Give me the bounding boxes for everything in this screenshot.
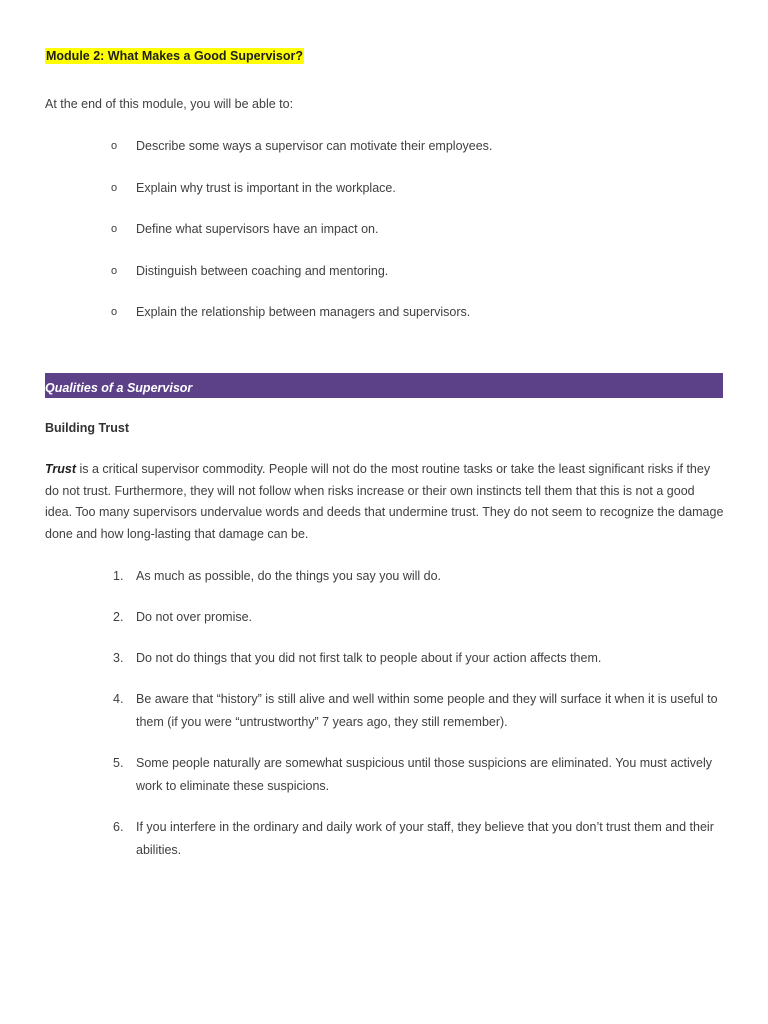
list-item-text: If you interfere in the ordinary and daily work of your staff, they believe that you don’t trust them and their abilities. [136,820,714,857]
subsection-title: Building Trust [45,421,130,435]
list-number: 4. [113,692,124,706]
list-item-text: Do not over promise. [136,610,253,624]
paragraph-body: is a critical supervisor commodity. People will not do the most routine tasks or take the least significant risks if they do not trust. Furthermore, they will not follow when risks increase or their own instincts tell them that this is not a good idea. Too many supervisors undervalue words and deeds that undermine trust. They do not seem to recognize the damage done and how long-lasting that damage can be. [45,462,724,541]
list-item-text: Do not do things that you did not first talk to people about if your action affects them. [136,651,602,665]
list-item [0,647,768,670]
list-item [0,606,768,629]
list-item [0,221,768,263]
bullet-marker: o [111,140,118,152]
list-item [0,304,768,346]
list-item [0,816,768,862]
bullet-marker: o [111,264,118,277]
list-number: 1. [113,569,124,583]
objective-text: Distinguish between coaching and mentoring. [136,263,389,278]
section-title: Qualities of a Supervisor [45,381,193,395]
list-item [0,565,768,588]
list-item [0,752,768,798]
objective-text: Explain the relationship between managers and supervisors. [136,305,471,319]
list-number: 2. [113,610,124,624]
list-number: 3. [113,651,124,665]
objective-text: Describe some ways a supervisor can motivate their employees. [136,139,493,153]
trust-paragraph [45,459,725,545]
objectives-list [0,138,768,346]
paragraph-term: Trust [45,462,77,476]
list-item-text: Some people naturally are somewhat suspicious until those suspicions are eliminated. You must actively work to eliminate these suspicions. [136,756,713,793]
list-item [0,688,768,734]
bullet-marker: o [111,306,118,318]
objective-text: Define what supervisors have an impact on. [136,222,379,236]
list-number: 5. [113,756,124,770]
bullet-marker: o [111,223,118,235]
list-item [0,180,768,222]
numbered-list [0,565,768,880]
list-item-text: Be aware that “history” is still alive and well within some people and they will surface it when it is useful to them (if you were “untrustworthy” 7 years ago, they still remember). [136,692,718,729]
bullet-marker: o [111,181,118,194]
list-item [0,138,768,180]
list-item-text: As much as possible, do the things you say you will do. [136,569,442,583]
list-number: 6. [113,820,124,834]
list-item [0,263,768,305]
intro-text: At the end of this module, you will be able to: [45,97,294,111]
module-title: Module 2: What Makes a Good Supervisor? [46,49,303,63]
objective-text: Explain why trust is important in the workplace. [136,180,396,195]
section-header-bar [45,373,723,398]
